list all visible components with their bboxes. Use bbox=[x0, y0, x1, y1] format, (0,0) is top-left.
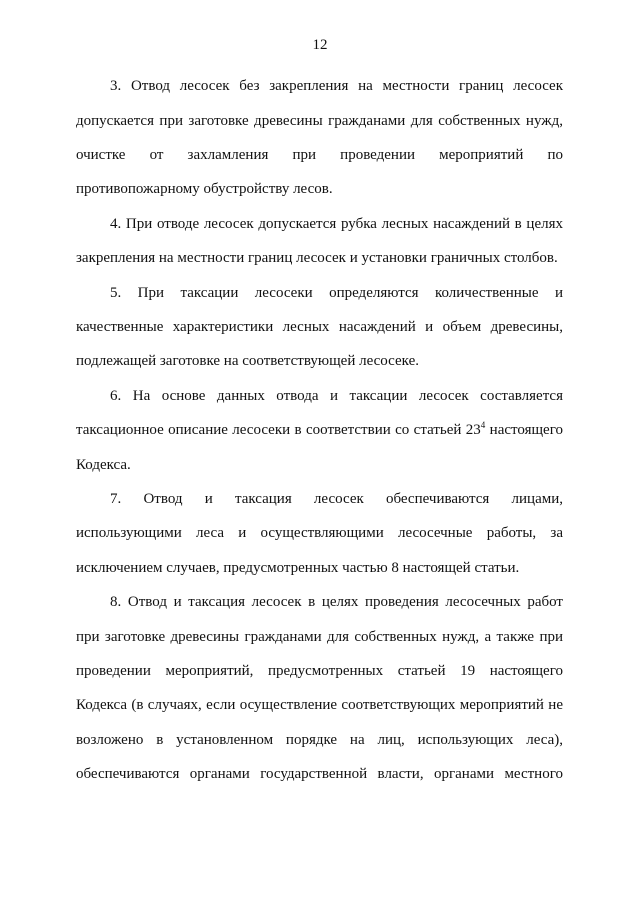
paragraph-7-line-2: использующими леса и осуществляющими лесосечные работы, за bbox=[76, 525, 563, 541]
paragraph-8-line-2: при заготовке древесины гражданами для собственных нужд, а также при bbox=[76, 629, 563, 645]
page-number: 12 bbox=[312, 37, 328, 53]
paragraph-6-line-2 bbox=[76, 421, 563, 439]
paragraph-6-line-2-text: таксационное описание лесосеки в соответствии со статьей 23 bbox=[76, 422, 481, 438]
paragraph-5-line-2: качественные характеристики лесных насаждений и объем древесины, bbox=[76, 319, 563, 335]
paragraph-7-line-3: исключением случаев, предусмотренных частью 8 настоящей статьи. bbox=[76, 560, 520, 576]
paragraph-8-line-4: Кодекса (в случаях, если осуществление соответствующих мероприятий не bbox=[76, 697, 563, 713]
paragraph-8-line-6: обеспечиваются органами государственной власти, органами местного bbox=[76, 766, 563, 782]
paragraph-8-line-1: 8. Отвод и таксация лесосек в целях проведения лесосечных работ bbox=[110, 594, 563, 610]
paragraph-5-line-1: 5. При таксации лесосеки определяются количественные и bbox=[110, 285, 563, 301]
paragraph-3-line-1: 3. Отвод лесосек без закрепления на местности границ лесосек bbox=[110, 78, 563, 94]
paragraph-5-line-3: подлежащей заготовке на соответствующей лесосеке. bbox=[76, 353, 419, 369]
paragraph-6-line-3: Кодекса. bbox=[76, 457, 131, 473]
paragraph-3-line-2: допускается при заготовке древесины гражданами для собственных нужд, bbox=[76, 113, 563, 129]
paragraph-4-line-2: закрепления на местности границ лесосек и установки граничных столбов. bbox=[76, 250, 558, 266]
paragraph-3-line-3: очистке от захламления при проведении мероприятий по bbox=[76, 147, 563, 163]
paragraph-8-line-3: проведении мероприятий, предусмотренных статьей 19 настоящего bbox=[76, 663, 563, 679]
paragraph-6-line-1: 6. На основе данных отвода и таксации лесосек составляется bbox=[110, 388, 563, 404]
paragraph-3-line-4: противопожарному обустройству лесов. bbox=[76, 181, 333, 197]
paragraph-6-line-2-tail: настоящего bbox=[485, 422, 563, 438]
paragraph-4-line-1: 4. При отводе лесосек допускается рубка лесных насаждений в целях bbox=[110, 216, 563, 232]
paragraph-8-line-5: возложено в установленном порядке на лиц, использующих леса), bbox=[76, 732, 563, 748]
paragraph-7-line-1: 7. Отвод и таксация лесосек обеспечиваются лицами, bbox=[110, 491, 563, 507]
article-superscript: 4 bbox=[480, 420, 486, 430]
